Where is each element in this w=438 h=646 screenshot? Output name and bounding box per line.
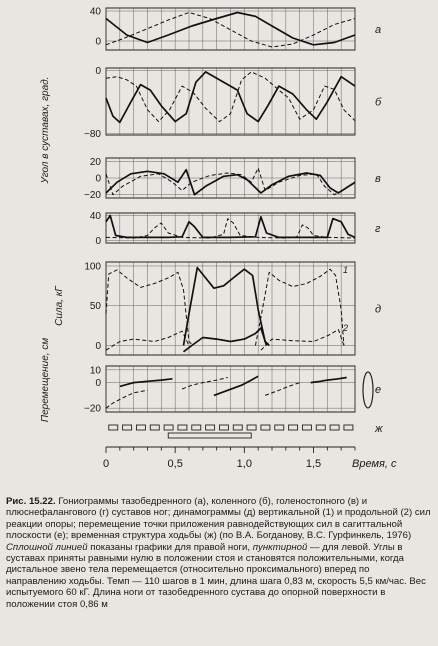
caption-dashed: пунктирной <box>252 541 308 553</box>
panel-d-ytick: 0 <box>95 340 101 352</box>
gait-phase-bar <box>192 425 201 430</box>
panel-e-ytick: 10 <box>89 365 101 377</box>
time-tick-label: 0 <box>102 458 110 470</box>
gait-phase-bar <box>206 425 215 430</box>
gait-phase-bar <box>109 425 118 430</box>
caption-solid: Сплошной линией <box>6 541 88 553</box>
gait-phase-bar <box>150 425 159 430</box>
gait-letter: ж <box>375 423 383 435</box>
y-axis-label-angle: Угол в суставах, град. <box>40 76 51 184</box>
gait-phase-bar <box>261 425 270 430</box>
panel-e-letter: е <box>375 384 382 396</box>
panel-a-ytick: 40 <box>89 6 101 18</box>
gait-phase-bar <box>330 425 339 430</box>
gait-phase-bar <box>275 425 284 430</box>
y-axis-label-displacement: Перемещение, см <box>40 337 51 423</box>
foot-outline-icon <box>363 372 373 408</box>
panel-g-ytick: 40 <box>89 211 101 222</box>
y-axis-label-force: Сила, кГ <box>54 286 65 326</box>
panel-g-ytick: 0 <box>95 236 101 247</box>
figure-caption <box>6 496 432 610</box>
panel-g-letter: г <box>375 223 381 235</box>
gait-support-bar <box>168 433 251 438</box>
panel-v-letter: в <box>375 173 381 185</box>
panel-a-ytick: 0 <box>95 36 101 48</box>
panel-v-ytick: 0 <box>95 173 101 185</box>
time-axis-label: Время, с <box>352 458 397 470</box>
gait-phase-bar <box>136 425 145 430</box>
panel-d-series-label: 2 <box>343 322 349 333</box>
gait-phase-bar <box>123 425 132 430</box>
panel-d-series-right-line <box>184 328 267 352</box>
panel-b-ytick: 0 <box>95 65 101 77</box>
panel-d-series-left-line <box>261 330 344 351</box>
panel-v-ytick: −20 <box>84 190 101 202</box>
gait-phase-bar <box>316 425 325 430</box>
panel-d-ytick: 100 <box>84 261 101 273</box>
panel-b-ytick: −80 <box>84 128 101 140</box>
gait-phase-bar <box>302 425 311 430</box>
panel-d-series-label: 1 <box>343 264 349 275</box>
panel-b-letter: б <box>375 96 382 109</box>
panel-d-series-left-line <box>106 270 193 346</box>
time-tick-label: 0,5 <box>167 458 183 470</box>
time-tick-label: 1,0 <box>236 458 252 470</box>
panel-e-ytick: −20 <box>84 403 101 415</box>
panel-e-ytick: 0 <box>95 378 101 390</box>
caption-rest: — для левой. Углы в суставах приняты равными нулю в положении стоя и становятся положительными, когда дистальное звено тела перемещается (относительно проксимального) вперед по направлению ходьбы. Темп — 110 шагов в 1 мин, длина шага 0,83 м, скорость 5,5 км/час. Вес испытуемого 60 кГ. Длина ноги от тазобедренного сустава до опорной поверхности в положении стоя 0,86 м <box>6 541 426 610</box>
caption-line1: Гониограммы тазобедренного (а), коленного (б), голеностопного (в) и плюснефалангового (г) суставов ног; динамограммы (д) вертикальной (1) и продольной (2) сил реакции опоры; перемещение точки приложения равнодействующих сил в сагиттальной плоскости (е); временная структура ходьбы (ж) (по В.А. Богданову, В.С. Гурфинкель, 1976) <box>6 496 431 542</box>
gait-phase-bar <box>219 425 228 430</box>
panel-a-letter: а <box>375 24 382 36</box>
gait-phase-bar <box>289 425 298 430</box>
gait-phase-bar <box>233 425 242 430</box>
panel-e-series-left-line <box>106 390 148 408</box>
panel-e-series-left-line <box>265 383 300 396</box>
caption-legend <box>6 542 432 610</box>
panel-d-series-right-line <box>184 268 270 346</box>
caption-main <box>6 496 432 542</box>
gait-phase-bar <box>344 425 353 430</box>
caption-fig-label: Рис. 15.22. <box>6 496 56 507</box>
gait-phase-bar <box>178 425 187 430</box>
panel-d-ytick: 50 <box>89 301 101 313</box>
panel-d-letter: д <box>375 303 382 316</box>
gait-phase-bar <box>247 425 256 430</box>
gait-phase-bar <box>164 425 173 430</box>
caption-mid: показаны графики для правой ноги, <box>87 541 253 553</box>
panel-v-ytick: 20 <box>89 156 101 168</box>
time-tick-label: 1,5 <box>305 458 322 470</box>
